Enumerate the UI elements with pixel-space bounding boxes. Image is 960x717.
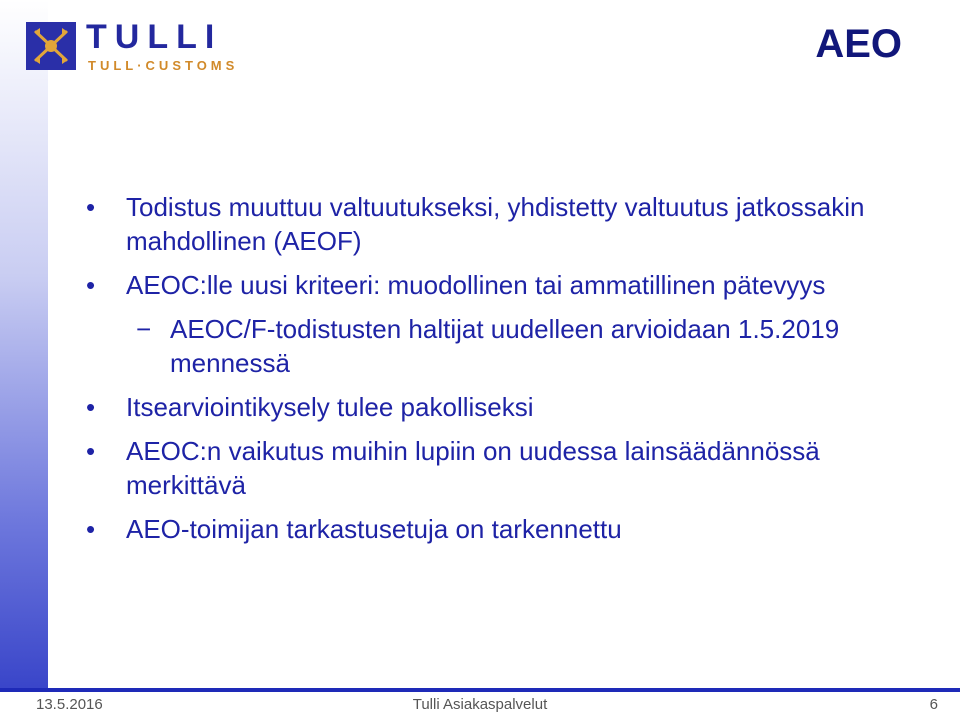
bullet-text: AEOC:n vaikutus muihin lupiin on uudessa lainsäädännössä merkittävä xyxy=(126,436,820,500)
bullet-icon: • xyxy=(86,514,96,544)
bullet-text: Todistus muuttuu valtuutukseksi, yhdistetty valtuutus jatkossakin mahdollinen (AEOF) xyxy=(126,192,865,256)
bullet-list xyxy=(86,190,946,556)
logo-name: TULLI xyxy=(86,18,223,56)
list-item xyxy=(86,512,946,546)
sub-bullet-text: AEOC/F-todistusten haltijat uudelleen arvioidaan 1.5.2019 mennessä xyxy=(170,314,840,378)
dash-icon: − xyxy=(136,314,152,344)
bullet-text: AEO-toimijan tarkastusetuja on tarkennettu xyxy=(126,514,622,544)
page-number: 6 xyxy=(929,696,938,713)
tulli-emblem-icon xyxy=(26,22,76,70)
tulli-logo xyxy=(26,18,266,73)
footer-center-text: Tulli Asiakaspalvelut xyxy=(412,696,548,713)
list-item xyxy=(86,390,946,424)
sub-list-item xyxy=(86,312,946,380)
left-gradient-band xyxy=(0,0,48,690)
footer-date: 13.5.2016 xyxy=(36,696,103,713)
bullet-icon: • xyxy=(86,192,96,222)
list-item xyxy=(86,268,946,302)
list-item xyxy=(86,190,946,258)
bullet-icon: • xyxy=(86,270,96,300)
slide-title: AEO xyxy=(815,22,902,66)
bullet-text: Itsearviointikysely tulee pakolliseksi xyxy=(126,392,534,422)
logo-subtitle: TULL·CUSTOMS xyxy=(88,58,239,73)
bullet-icon: • xyxy=(86,436,96,466)
list-item xyxy=(86,434,946,502)
bullet-icon: • xyxy=(86,392,96,422)
footer-rule xyxy=(0,688,960,692)
bullet-text: AEOC:lle uusi kriteeri: muodollinen tai ammatillinen pätevyys xyxy=(126,270,826,300)
